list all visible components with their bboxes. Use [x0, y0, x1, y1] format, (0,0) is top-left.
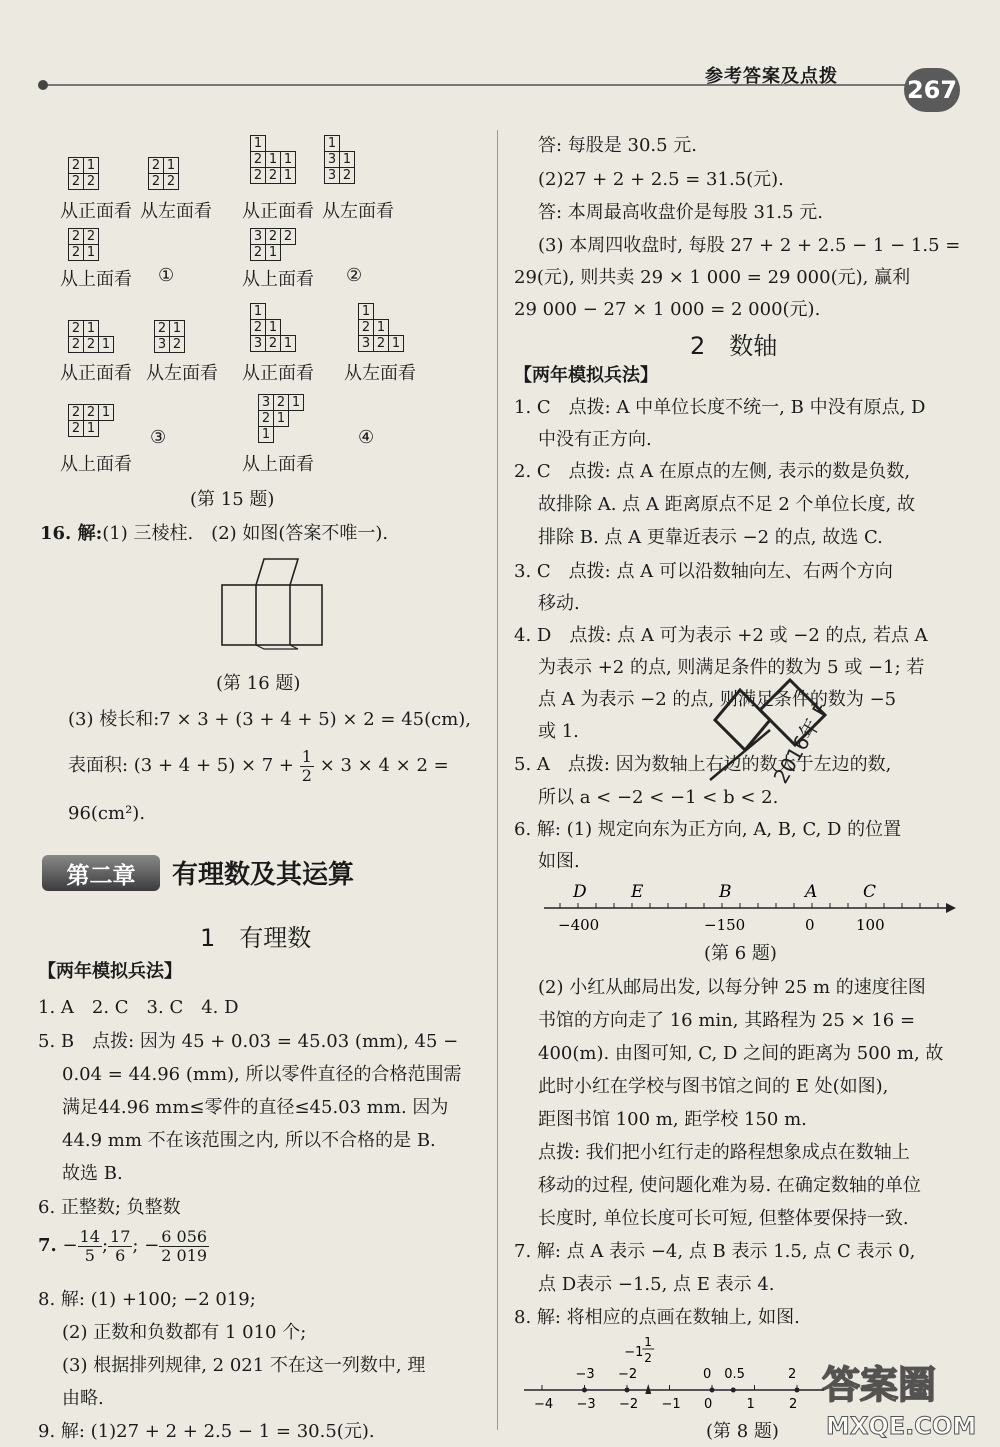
circle-label-2: ② [346, 265, 363, 286]
r6-line-c: (2) 小红从邮局出发, 以每分钟 25 m 的速度往图 [538, 977, 926, 998]
grid-cell: 2 [69, 245, 84, 261]
q16-text: (1) 三棱柱. (2) 如图(答案不唯一). [102, 523, 389, 544]
grid-cell: 2 [259, 411, 274, 427]
grid-cell [340, 136, 355, 152]
view-grid-g1l [148, 157, 179, 190]
grid-cell: 2 [84, 229, 99, 245]
bottom-tick-label: 0 [704, 1397, 713, 1412]
r5-line-b: 所以 a < −2 < −1 < b < 2. [538, 787, 779, 808]
grid-cell: 2 [69, 337, 84, 353]
q5-line-e: 故选 B. [62, 1163, 123, 1184]
grid-cell: 1 [374, 320, 389, 336]
q16-area-result: 96(cm²). [68, 803, 146, 824]
q16-area-b: × 3 × 4 × 2 = [319, 755, 449, 777]
point-dot [795, 1388, 800, 1393]
section-title-2: 2 数轴 [690, 332, 778, 360]
r-line3: 答: 本周最高收盘价是每股 31.5 元. [538, 202, 824, 223]
label-front-3: 从正面看 [60, 363, 132, 384]
r4-line-b: 为表示 +2 的点, 则满足条件的数为 5 或 −1; 若 [538, 657, 925, 678]
label-left-2: 从左面看 [322, 201, 394, 222]
q8-line-b: (2) 正数和负数都有 1 010 个; [62, 1322, 307, 1343]
prism-net-figure [218, 555, 326, 651]
grid-cell: 1 [266, 320, 281, 336]
view-grid-g1t [68, 228, 99, 261]
grid-cell: 2 [149, 174, 164, 190]
q16-area [68, 748, 449, 784]
q6-answer: 6. 正整数; 负整数 [38, 1197, 181, 1218]
grid-cell: 1 [389, 336, 404, 352]
r2-line-a: 2. C 点拨: 点 A 在原点的左侧, 表示的数是负数, [514, 461, 911, 482]
grid-cell: 1 [325, 136, 340, 152]
grid-cell: 1 [259, 427, 274, 443]
bottom-tick-label: −2 [619, 1397, 639, 1412]
circle-label-1: ① [158, 265, 175, 286]
label-top-3: 从上面看 [60, 454, 132, 475]
grid-cell: 3 [251, 336, 266, 352]
r-line2: (2)27 + 2 + 2.5 = 31.5(元). [538, 169, 784, 190]
q5-line-c: 满足44.96 mm≤零件的直径≤45.03 mm. 因为 [62, 1097, 449, 1118]
grid-cell: 3 [259, 395, 274, 411]
grid-cell [289, 411, 304, 427]
grid-cell: 1 [340, 152, 355, 168]
grid-cell: 2 [84, 174, 99, 190]
q16-fraction [300, 748, 314, 784]
grid-cell [389, 320, 404, 336]
q7-f1-den: 5 [84, 1245, 95, 1265]
caption-q6: (第 6 题) [704, 943, 777, 964]
r-line1: 答: 每股是 30.5 元. [538, 135, 698, 156]
point-label-B: B [719, 882, 732, 902]
grid-cell: 1 [251, 304, 266, 320]
label-left-1: 从左面看 [140, 201, 212, 222]
grid-cell: 2 [164, 174, 179, 190]
r-line4: (3) 本周四收盘时, 每股 27 + 2 + 2.5 − 1 − 1.5 = [538, 235, 961, 256]
grid-cell: 1 [281, 168, 296, 184]
bottom-tick-label: 2 [789, 1397, 798, 1412]
grid-cell: 1 [251, 136, 266, 152]
circle-label-4: ④ [358, 427, 375, 448]
grid-cell [389, 304, 404, 320]
circle-label-3: ③ [150, 427, 167, 448]
bracket-heading-1: 【两年模拟兵法】 [38, 961, 182, 982]
grid-cell: 1 [84, 245, 99, 261]
answers-1-4: 1. A 2. C 3. C 4. D [38, 997, 239, 1018]
watermark-url: MXQE.COM [826, 1412, 977, 1440]
grid-cell [266, 304, 281, 320]
grid-cell: 1 [281, 336, 296, 352]
grid-cell: 3 [359, 336, 374, 352]
r3-line-b: 移动. [538, 593, 580, 614]
point-dot [710, 1388, 715, 1393]
r7-line-b: 点 D表示 −1.5, 点 E 表示 4. [538, 1274, 775, 1295]
point-label-A: A [805, 882, 818, 902]
grid-cell: 2 [266, 168, 281, 184]
q7-frac-3 [159, 1228, 209, 1264]
grid-cell: 2 [266, 336, 281, 352]
grid-cell: 2 [149, 158, 164, 174]
grid-cell: 2 [69, 174, 84, 190]
point-label-C: C [863, 882, 877, 902]
grid-cell: 1 [266, 245, 281, 261]
point-dot [731, 1388, 736, 1393]
view-grid-g2t [250, 228, 296, 261]
grid-cell [281, 304, 296, 320]
point-dot [625, 1388, 630, 1393]
r5-line-a: 5. A 点拨: 因为数轴上右边的数大于左边的数, [514, 754, 892, 775]
chapter-title: 有理数及其运算 [172, 860, 355, 890]
q7-answer: 7. − $\frac{14}{5}$ ; $\frac{17}{6}$ ; − $\frac{6 056}{2 019}$ [38, 1227, 208, 1265]
top-point-label: −3 [575, 1367, 595, 1382]
grid-cell: 2 [69, 229, 84, 245]
grid-cell: 2 [274, 395, 289, 411]
view-grid-g3t [68, 404, 114, 437]
grid-cell: 2 [251, 152, 266, 168]
label-left-4: 从左面看 [344, 363, 416, 384]
top-point-label: 2 [788, 1367, 797, 1382]
page-number: 267 [904, 68, 960, 112]
grid-cell: 3 [251, 229, 266, 245]
label-front-2: 从正面看 [242, 201, 314, 222]
q8-line-c: (3) 根据排列规律, 2 021 不在这一列数中, 理 [62, 1355, 426, 1376]
label-front-4: 从正面看 [242, 363, 314, 384]
caption-q8: (第 8 题) [706, 1421, 779, 1442]
tick-label: −400 [558, 916, 600, 934]
bottom-tick-label: −4 [534, 1397, 554, 1412]
q7-f2-den: 6 [115, 1245, 126, 1265]
tick-label: 100 [856, 916, 885, 934]
r6-line-g: 距图书馆 100 m, 距学校 150 m. [538, 1109, 807, 1130]
number-line-q8 [520, 1334, 830, 1418]
grid-cell: 1 [359, 304, 374, 320]
q16-area-a: 表面积: (3 + 4 + 5) × 7 + [68, 755, 295, 777]
q16-line1 [40, 522, 388, 545]
grid-cell: 2 [69, 321, 84, 337]
grid-cell: 2 [69, 158, 84, 174]
q7-frac-1 [78, 1228, 102, 1264]
grid-cell: 1 [84, 421, 99, 437]
r3-line-a: 3. C 点拨: 点 A 可以沿数轴向左、右两个方向 [514, 561, 893, 582]
grid-cell: 1 [170, 321, 185, 337]
bottom-tick-label: −3 [576, 1397, 596, 1412]
r6-line-h: 点拨: 我们把小红行走的路程想象成点在数轴上 [538, 1142, 910, 1163]
grid-cell [281, 320, 296, 336]
grid-cell: 2 [340, 168, 355, 184]
q7-f3-num: 6 056 [161, 1227, 208, 1246]
q7-f2-num: 17 [110, 1227, 131, 1246]
grid-cell: 1 [99, 337, 114, 353]
view-grid-g4f [250, 303, 296, 352]
grid-cell: 2 [359, 320, 374, 336]
view-grid-g2l [324, 135, 355, 184]
point-label-D: D [573, 882, 587, 902]
stamp-text: 2016年 F [768, 698, 834, 788]
q8-line-a: 8. 解: (1) +100; −2 019; [38, 1289, 256, 1310]
label-top-1: 从上面看 [60, 269, 132, 290]
bracket-heading-2: 【两年模拟兵法】 [514, 365, 658, 386]
grid-cell [281, 245, 296, 261]
q7-f1-num: 14 [79, 1227, 100, 1246]
grid-cell: 1 [281, 152, 296, 168]
label-top-2: 从上面看 [242, 269, 314, 290]
r6-line-e: 400(m). 由图可知, C, D 之间的距离为 500 m, 故 [538, 1043, 944, 1064]
r6-line-j: 长度时, 单位长度可长可短, 但整体要保持一致. [538, 1208, 909, 1229]
grid-cell: 2 [84, 405, 99, 421]
r6-line-i: 移动的过程, 使问题化难为易. 在确定数轴的单位 [538, 1175, 921, 1196]
point-label-E: E [631, 882, 644, 902]
grid-cell [374, 304, 389, 320]
bottom-tick-label: 1 [746, 1397, 755, 1412]
grid-cell: 1 [84, 321, 99, 337]
r6-line-d: 书馆的方向走了 16 min, 其路程为 25 × 16 = [538, 1010, 916, 1031]
r4-line-a: 4. D 点拨: 点 A 可为表示 +2 或 −2 的点, 若点 A [514, 625, 928, 646]
grid-cell [281, 136, 296, 152]
r-line6: 29 000 − 27 × 1 000 = 2 000(元). [514, 299, 821, 320]
r4-line-d: 或 1. [538, 721, 579, 742]
q16-frac-num: 1 [301, 747, 312, 766]
q16-part3: (3) 棱长和:7 × 3 + (3 + 4 + 5) × 2 = 45(cm), [68, 709, 472, 730]
top-point-label: 0 [703, 1367, 712, 1382]
watermark-text: 答案圈 [822, 1363, 937, 1407]
grid-cell: 2 [251, 168, 266, 184]
top-point-label: −2 [618, 1367, 638, 1382]
top-point-label: 0.5 [724, 1367, 745, 1382]
number-line-q6 [540, 878, 960, 938]
label-top-4: 从上面看 [242, 454, 314, 475]
r6-line-a: 6. 解: (1) 规定向东为正方向, A, B, C, D 的位置 [514, 819, 902, 840]
grid-cell: 2 [251, 320, 266, 336]
r6-line-f: 此时小红在学校与图书馆之间的 E 处(如图), [538, 1076, 889, 1097]
grid-cell: 2 [266, 229, 281, 245]
view-grid-g4l [358, 303, 404, 352]
grid-cell: 2 [170, 337, 185, 353]
r2-line-c: 排除 B. 点 A 更靠近表示 −2 的点, 故选 C. [538, 527, 883, 548]
r-line5: 29(元), 则共卖 29 × 1 000 = 29 000(元), 赢利 [514, 267, 911, 288]
grid-cell: 1 [266, 152, 281, 168]
header-dot [38, 80, 48, 90]
grid-cell [266, 136, 281, 152]
q7-frac-2 [108, 1228, 132, 1264]
grid-cell: 2 [84, 337, 99, 353]
q9-line: 9. 解: (1)27 + 2 + 2.5 − 1 = 30.5(元). [38, 1421, 375, 1442]
frac-point-num: 1 [644, 1335, 652, 1349]
r6-line-b: 如图. [538, 851, 580, 872]
r1-line-a: 1. C 点拨: A 中单位长度不统一, B 中没有原点, D [514, 397, 926, 418]
point-marker [645, 1384, 651, 1394]
tick-label: 0 [805, 916, 815, 934]
grid-cell: 2 [155, 321, 170, 337]
view-grid-g3f [68, 320, 114, 353]
watermark-logo [818, 1352, 988, 1442]
caption-q15: (第 15 题) [190, 489, 275, 510]
grid-cell: 3 [155, 337, 170, 353]
grid-cell: 1 [99, 405, 114, 421]
r2-line-b: 故排除 A. 点 A 距离原点不足 2 个单位长度, 故 [538, 494, 915, 515]
r7-line-a: 7. 解: 点 A 表示 −4, 点 B 表示 1.5, 点 C 表示 0, [514, 1241, 916, 1262]
grid-cell: 2 [69, 421, 84, 437]
q5-line-d: 44.9 mm 不在该范围之内, 所以不合格的是 B. [62, 1130, 436, 1151]
frac-point-den: 2 [644, 1351, 652, 1365]
grid-cell: 3 [325, 152, 340, 168]
view-grid-g4t [258, 394, 304, 443]
grid-cell [99, 421, 114, 437]
bottom-tick-label: −1 [661, 1397, 681, 1412]
grid-cell: 2 [251, 245, 266, 261]
caption-q16: (第 16 题) [216, 673, 301, 694]
q16-num: 16. 解: [40, 523, 103, 544]
grid-cell: 3 [325, 168, 340, 184]
view-grid-g1f [68, 157, 99, 190]
grid-cell: 2 [374, 336, 389, 352]
axis-arrow [946, 903, 956, 913]
grid-cell [289, 427, 304, 443]
q16-frac-den: 2 [301, 765, 312, 785]
q7-num: 7. [38, 1235, 57, 1257]
grid-cell: 2 [281, 229, 296, 245]
grid-cell: 1 [274, 411, 289, 427]
view-grid-g3l [154, 320, 185, 353]
grid-cell: 1 [164, 158, 179, 174]
r1-line-b: 中没有正方向. [538, 429, 652, 450]
grid-cell: 1 [289, 395, 304, 411]
section-title-1: 1 有理数 [200, 924, 312, 952]
label-left-3: 从左面看 [146, 363, 218, 384]
header-title: 参考答案及点拨 [705, 66, 838, 87]
grid-cell [274, 427, 289, 443]
frac-point-label: −1 [624, 1345, 644, 1360]
q8-line-d: 由略. [62, 1388, 104, 1409]
tick-label: −150 [704, 916, 746, 934]
q7-f3-den: 2 019 [161, 1245, 208, 1265]
r8-line: 8. 解: 将相应的点画在数轴上, 如图. [514, 1307, 800, 1328]
grid-cell: 2 [69, 405, 84, 421]
label-front-1: 从正面看 [60, 201, 132, 222]
column-divider [497, 130, 498, 1430]
stamp-mark [700, 670, 850, 800]
r4-line-c: 点 A 为表示 −2 的点, 则满足条件的数为 −5 [538, 689, 897, 710]
view-grid-g2f [250, 135, 296, 184]
point-dot [582, 1388, 587, 1393]
grid-cell [99, 321, 114, 337]
q5-line-b: 0.04 = 44.96 (mm), 所以零件直径的合格范围需 [62, 1064, 462, 1085]
q5-line-a: 5. B 点拨: 因为 45 + 0.03 = 45.03 (mm), 45 − [38, 1031, 459, 1052]
grid-cell: 1 [84, 158, 99, 174]
chapter-tag: 第二章 [42, 855, 160, 891]
